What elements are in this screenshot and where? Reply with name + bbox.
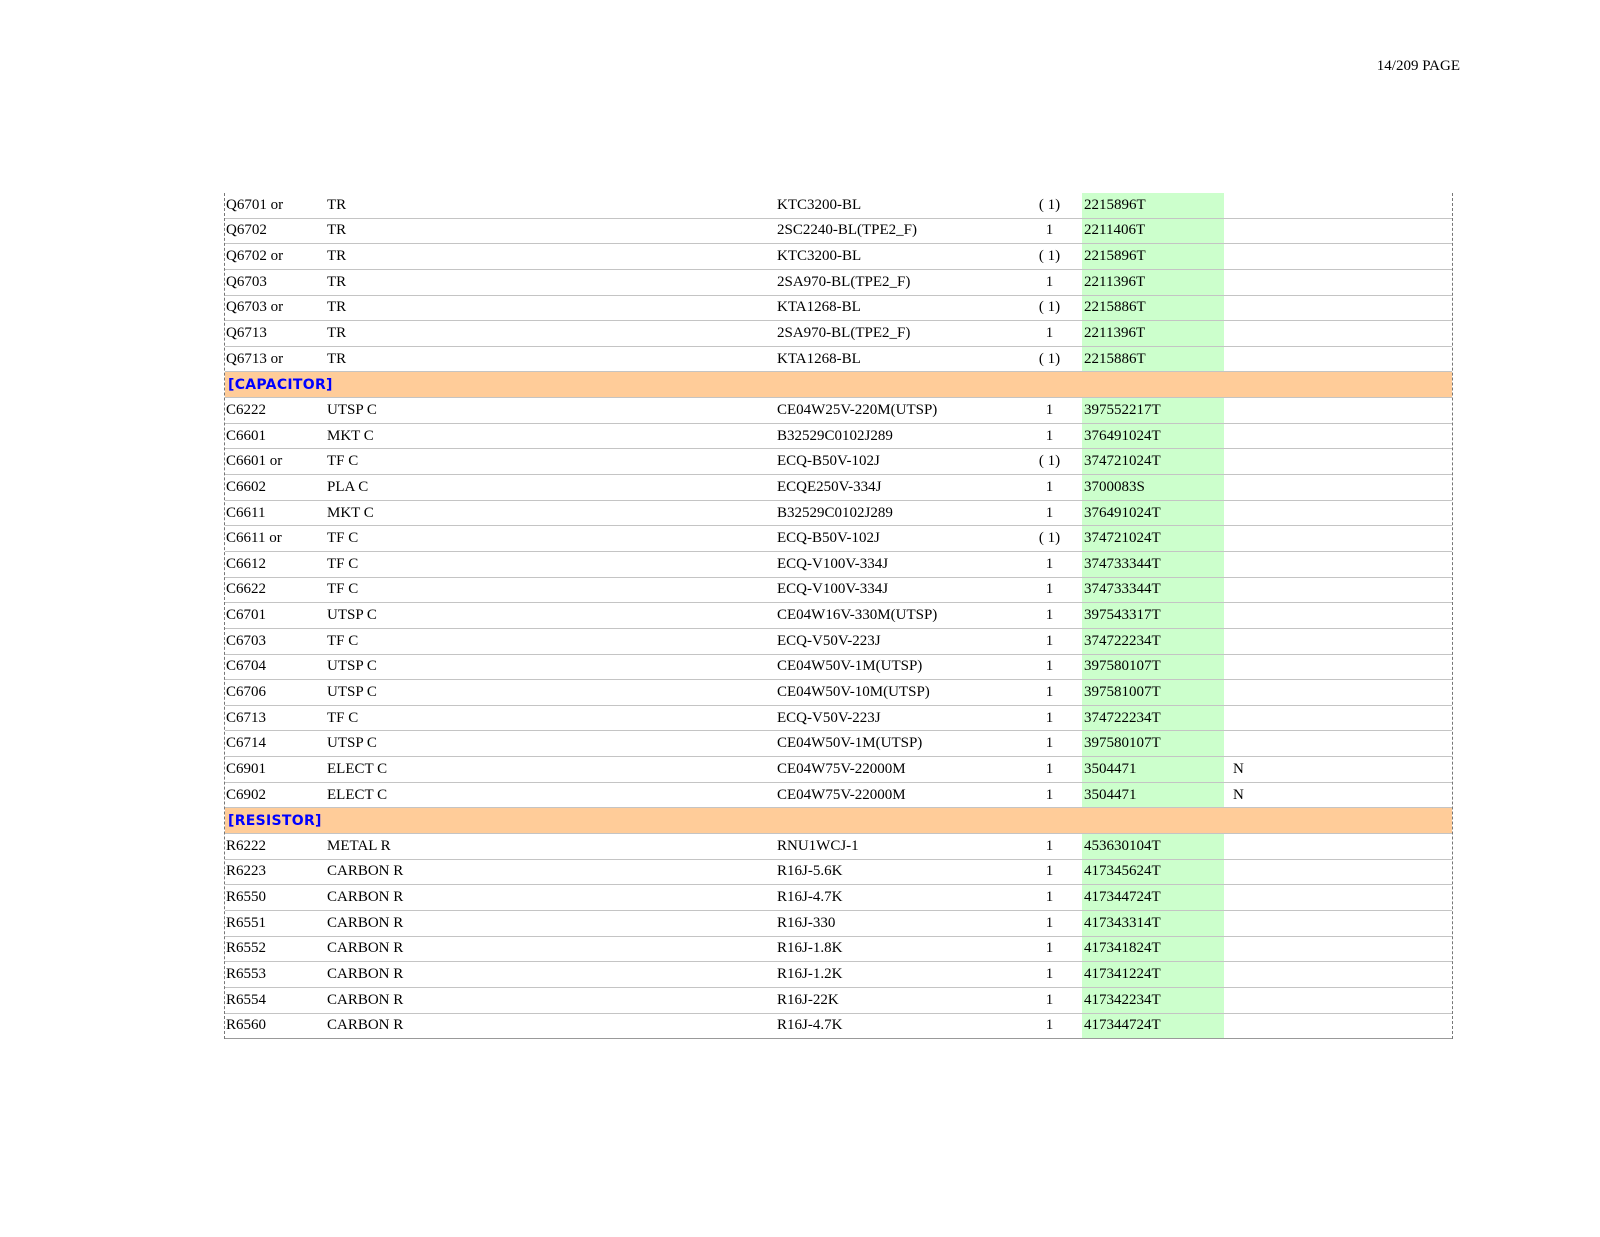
part-number-cell: KTA1268-BL (777, 299, 861, 316)
code-cell: 453630104T (1082, 834, 1224, 859)
quantity-cell: 1 (1045, 760, 1054, 777)
table-row (225, 449, 1452, 475)
quantity-cell: 1 (1045, 889, 1054, 906)
table-row (225, 706, 1452, 732)
parts-list-table (224, 193, 1453, 1039)
description-cell: CARBON R (327, 889, 404, 906)
description-cell: CARBON R (327, 991, 404, 1008)
reference-cell: R6553 (226, 966, 267, 983)
note-cell (1224, 321, 1452, 346)
table-row (225, 783, 1452, 809)
note-cell (1224, 680, 1452, 705)
part-number-cell: CE04W50V-1M(UTSP) (777, 658, 923, 675)
reference-cell: C6704 (226, 658, 267, 675)
note-cell (1224, 219, 1452, 244)
quantity-cell: 1 (1045, 735, 1054, 752)
part-number-cell: ECQ-V50V-223J (777, 709, 881, 726)
table-row (225, 655, 1452, 681)
part-number-cell: ECQ-V100V-334J (777, 581, 889, 598)
reference-cell: R6554 (226, 991, 267, 1008)
part-number-cell: RNU1WCJ-1 (777, 837, 859, 854)
description-cell: UTSP C (327, 658, 377, 675)
code-cell: 2215896T (1082, 193, 1224, 218)
part-number-cell: R16J-1.8K (777, 940, 843, 957)
code-cell: 376491024T (1082, 501, 1224, 526)
quantity-cell: 1 (1045, 325, 1054, 342)
description-cell: TF C (327, 530, 359, 547)
reference-cell: C6713 (226, 709, 267, 726)
code-cell: 417341824T (1082, 937, 1224, 962)
table-row (225, 1014, 1452, 1040)
part-number-cell: CE04W75V-22000M (777, 760, 906, 777)
reference-cell: Q6713 or (226, 350, 284, 367)
table-row (225, 937, 1452, 963)
reference-cell: Q6713 (226, 325, 267, 342)
description-cell: TF C (327, 709, 359, 726)
section-header-label: [RESISTOR] (228, 812, 322, 829)
quantity-cell: 1 (1045, 273, 1054, 290)
quantity-cell: ( 1) (1038, 299, 1061, 316)
part-number-cell: CE04W50V-10M(UTSP) (777, 683, 930, 700)
part-number-cell: B32529C0102J289 (777, 427, 893, 444)
note-cell (1224, 501, 1452, 526)
table-row (225, 962, 1452, 988)
table-row (225, 296, 1452, 322)
quantity-cell: 1 (1045, 504, 1054, 521)
table-row (225, 885, 1452, 911)
quantity-cell: 1 (1045, 863, 1054, 880)
quantity-cell: 1 (1045, 607, 1054, 624)
note-cell (1224, 526, 1452, 551)
code-cell: 417344724T (1082, 1014, 1224, 1039)
description-cell: CARBON R (327, 863, 404, 880)
quantity-cell: 1 (1045, 966, 1054, 983)
code-cell: 417342234T (1082, 988, 1224, 1013)
reference-cell: C6602 (226, 478, 267, 495)
page-number: 14/209 PAGE (1376, 58, 1460, 74)
note-cell (1224, 475, 1452, 500)
note-cell (1224, 629, 1452, 654)
description-cell: TF C (327, 632, 359, 649)
description-cell: METAL R (327, 837, 391, 854)
code-cell: 2215896T (1082, 244, 1224, 269)
table-row (225, 347, 1452, 373)
reference-cell: R6552 (226, 940, 267, 957)
code-cell: 2211406T (1082, 219, 1224, 244)
note-cell (1224, 578, 1452, 603)
quantity-cell: ( 1) (1038, 350, 1061, 367)
table-row (225, 398, 1452, 424)
table-row (225, 757, 1452, 783)
code-cell: 2215886T (1082, 347, 1224, 372)
reference-cell: Q6702 or (226, 248, 284, 265)
table-row (225, 270, 1452, 296)
table-row (225, 578, 1452, 604)
description-cell: TF C (327, 581, 359, 598)
description-cell: UTSP C (327, 401, 377, 418)
description-cell: CARBON R (327, 966, 404, 983)
reference-cell: C6706 (226, 683, 267, 700)
quantity-cell: 1 (1045, 478, 1054, 495)
description-cell: CARBON R (327, 914, 404, 931)
reference-cell: C6703 (226, 632, 267, 649)
code-cell: 397552217T (1082, 398, 1224, 423)
reference-cell: C6901 (226, 760, 267, 777)
note-cell (1224, 270, 1452, 295)
quantity-cell: ( 1) (1038, 530, 1061, 547)
note-cell (1224, 193, 1452, 218)
quantity-cell: ( 1) (1038, 248, 1061, 265)
reference-cell: R6550 (226, 889, 267, 906)
reference-cell: C6902 (226, 786, 267, 803)
note-cell (1224, 937, 1452, 962)
quantity-cell: 1 (1045, 555, 1054, 572)
part-number-cell: R16J-4.7K (777, 889, 843, 906)
description-cell: ELECT C (327, 760, 388, 777)
table-row (225, 424, 1452, 450)
part-number-cell: KTA1268-BL (777, 350, 861, 367)
code-cell: 374721024T (1082, 449, 1224, 474)
reference-cell: Q6702 (226, 222, 267, 239)
table-row (225, 526, 1452, 552)
description-cell: TR (327, 299, 347, 316)
reference-cell: C6611 or (226, 530, 282, 547)
description-cell: CARBON R (327, 1017, 404, 1034)
code-cell: 417343314T (1082, 911, 1224, 936)
code-cell: 3504471 (1082, 783, 1224, 808)
description-cell: UTSP C (327, 683, 377, 700)
quantity-cell: 1 (1045, 940, 1054, 957)
part-number-cell: 2SA970-BL(TPE2_F) (777, 325, 911, 342)
part-number-cell: R16J-22K (777, 991, 839, 1008)
reference-cell: C6714 (226, 735, 267, 752)
code-cell: 374722234T (1082, 629, 1224, 654)
part-number-cell: CE04W75V-22000M (777, 786, 906, 803)
part-number-cell: B32529C0102J289 (777, 504, 893, 521)
description-cell: TR (327, 248, 347, 265)
reference-cell: C6701 (226, 607, 267, 624)
part-number-cell: CE04W16V-330M(UTSP) (777, 607, 938, 624)
code-cell: 374733344T (1082, 552, 1224, 577)
part-number-cell: ECQ-B50V-102J (777, 530, 880, 547)
section-header-label: [CAPACITOR] (228, 376, 333, 393)
reference-cell: R6560 (226, 1017, 267, 1034)
code-cell: 397580107T (1082, 655, 1224, 680)
code-cell: 376491024T (1082, 424, 1224, 449)
table-row (225, 193, 1452, 219)
part-number-cell: ECQE250V-334J (777, 478, 882, 495)
description-cell: ELECT C (327, 786, 388, 803)
table-row (225, 629, 1452, 655)
code-cell: 2211396T (1082, 321, 1224, 346)
note-cell (1224, 885, 1452, 910)
part-number-cell: ECQ-B50V-102J (777, 453, 880, 470)
reference-cell: R6551 (226, 914, 267, 931)
code-cell: 3504471 (1082, 757, 1224, 782)
reference-cell: R6222 (226, 837, 267, 854)
table-row (225, 475, 1452, 501)
reference-cell: Q6703 (226, 273, 267, 290)
part-number-cell: 2SC2240-BL(TPE2_F) (777, 222, 918, 239)
description-cell: MKT C (327, 504, 374, 521)
part-number-cell: R16J-1.2K (777, 966, 843, 983)
part-number-cell: 2SA970-BL(TPE2_F) (777, 273, 911, 290)
note-cell (1224, 706, 1452, 731)
description-cell: TF C (327, 555, 359, 572)
description-cell: PLA C (327, 478, 369, 495)
reference-cell: C6601 (226, 427, 267, 444)
code-cell: 374733344T (1082, 578, 1224, 603)
note-cell (1224, 860, 1452, 885)
description-cell: UTSP C (327, 607, 377, 624)
quantity-cell: 1 (1045, 709, 1054, 726)
code-cell: 2215886T (1082, 296, 1224, 321)
table-row (225, 321, 1452, 347)
quantity-cell: 1 (1045, 786, 1054, 803)
reference-cell: C6611 (226, 504, 266, 521)
section-header (225, 808, 1452, 834)
reference-cell: C6222 (226, 401, 267, 418)
note-cell (1224, 244, 1452, 269)
table-row (225, 834, 1452, 860)
note-cell (1224, 398, 1452, 423)
section-header (225, 372, 1452, 398)
reference-cell: C6622 (226, 581, 267, 598)
reference-cell: R6223 (226, 863, 267, 880)
quantity-cell: 1 (1045, 914, 1054, 931)
code-cell: 2211396T (1082, 270, 1224, 295)
code-cell: 374721024T (1082, 526, 1224, 551)
note-cell (1224, 347, 1452, 372)
code-cell: 374722234T (1082, 706, 1224, 731)
description-cell: TR (327, 350, 347, 367)
description-cell: TR (327, 222, 347, 239)
quantity-cell: 1 (1045, 632, 1054, 649)
note-cell (1224, 911, 1452, 936)
description-cell: CARBON R (327, 940, 404, 957)
note-cell (1224, 424, 1452, 449)
reference-cell: Q6701 or (226, 196, 284, 213)
reference-cell: Q6703 or (226, 299, 284, 316)
table-row (225, 860, 1452, 886)
note-cell: N (1233, 786, 1244, 803)
part-number-cell: CE04W50V-1M(UTSP) (777, 735, 923, 752)
quantity-cell: 1 (1045, 401, 1054, 418)
part-number-cell: R16J-5.6K (777, 863, 843, 880)
quantity-cell: 1 (1045, 222, 1054, 239)
note-cell (1224, 296, 1452, 321)
table-row (225, 244, 1452, 270)
description-cell: UTSP C (327, 735, 377, 752)
note-cell (1224, 552, 1452, 577)
quantity-cell: 1 (1045, 427, 1054, 444)
note-cell (1224, 603, 1452, 628)
note-cell (1224, 731, 1452, 756)
part-number-cell: R16J-330 (777, 914, 836, 931)
quantity-cell: 1 (1045, 991, 1054, 1008)
part-number-cell: R16J-4.7K (777, 1017, 843, 1034)
code-cell: 3700083S (1082, 475, 1224, 500)
note-cell (1224, 449, 1452, 474)
note-cell (1224, 988, 1452, 1013)
description-cell: TR (327, 196, 347, 213)
code-cell: 397580107T (1082, 731, 1224, 756)
part-number-cell: KTC3200-BL (777, 196, 862, 213)
quantity-cell: 1 (1045, 683, 1054, 700)
code-cell: 417341224T (1082, 962, 1224, 987)
note-cell (1224, 655, 1452, 680)
table-row (225, 603, 1452, 629)
note-cell (1224, 962, 1452, 987)
quantity-cell: 1 (1045, 658, 1054, 675)
table-row (225, 731, 1452, 757)
table-row (225, 501, 1452, 527)
part-number-cell: ECQ-V50V-223J (777, 632, 881, 649)
part-number-cell: KTC3200-BL (777, 248, 862, 265)
note-cell (1224, 834, 1452, 859)
code-cell: 417345624T (1082, 860, 1224, 885)
description-cell: TF C (327, 453, 359, 470)
code-cell: 397581007T (1082, 680, 1224, 705)
quantity-cell: 1 (1045, 837, 1054, 854)
table-row (225, 680, 1452, 706)
description-cell: TR (327, 325, 347, 342)
quantity-cell: 1 (1045, 1017, 1054, 1034)
table-row (225, 219, 1452, 245)
reference-cell: C6612 (226, 555, 267, 572)
quantity-cell: 1 (1045, 581, 1054, 598)
quantity-cell: ( 1) (1038, 453, 1061, 470)
quantity-cell: ( 1) (1038, 196, 1061, 213)
note-cell: N (1233, 760, 1244, 777)
part-number-cell: CE04W25V-220M(UTSP) (777, 401, 938, 418)
code-cell: 397543317T (1082, 603, 1224, 628)
note-cell (1224, 1014, 1452, 1039)
description-cell: MKT C (327, 427, 374, 444)
table-row (225, 911, 1452, 937)
reference-cell: C6601 or (226, 453, 283, 470)
table-row (225, 552, 1452, 578)
code-cell: 417344724T (1082, 885, 1224, 910)
description-cell: TR (327, 273, 347, 290)
part-number-cell: ECQ-V100V-334J (777, 555, 889, 572)
table-row (225, 988, 1452, 1014)
